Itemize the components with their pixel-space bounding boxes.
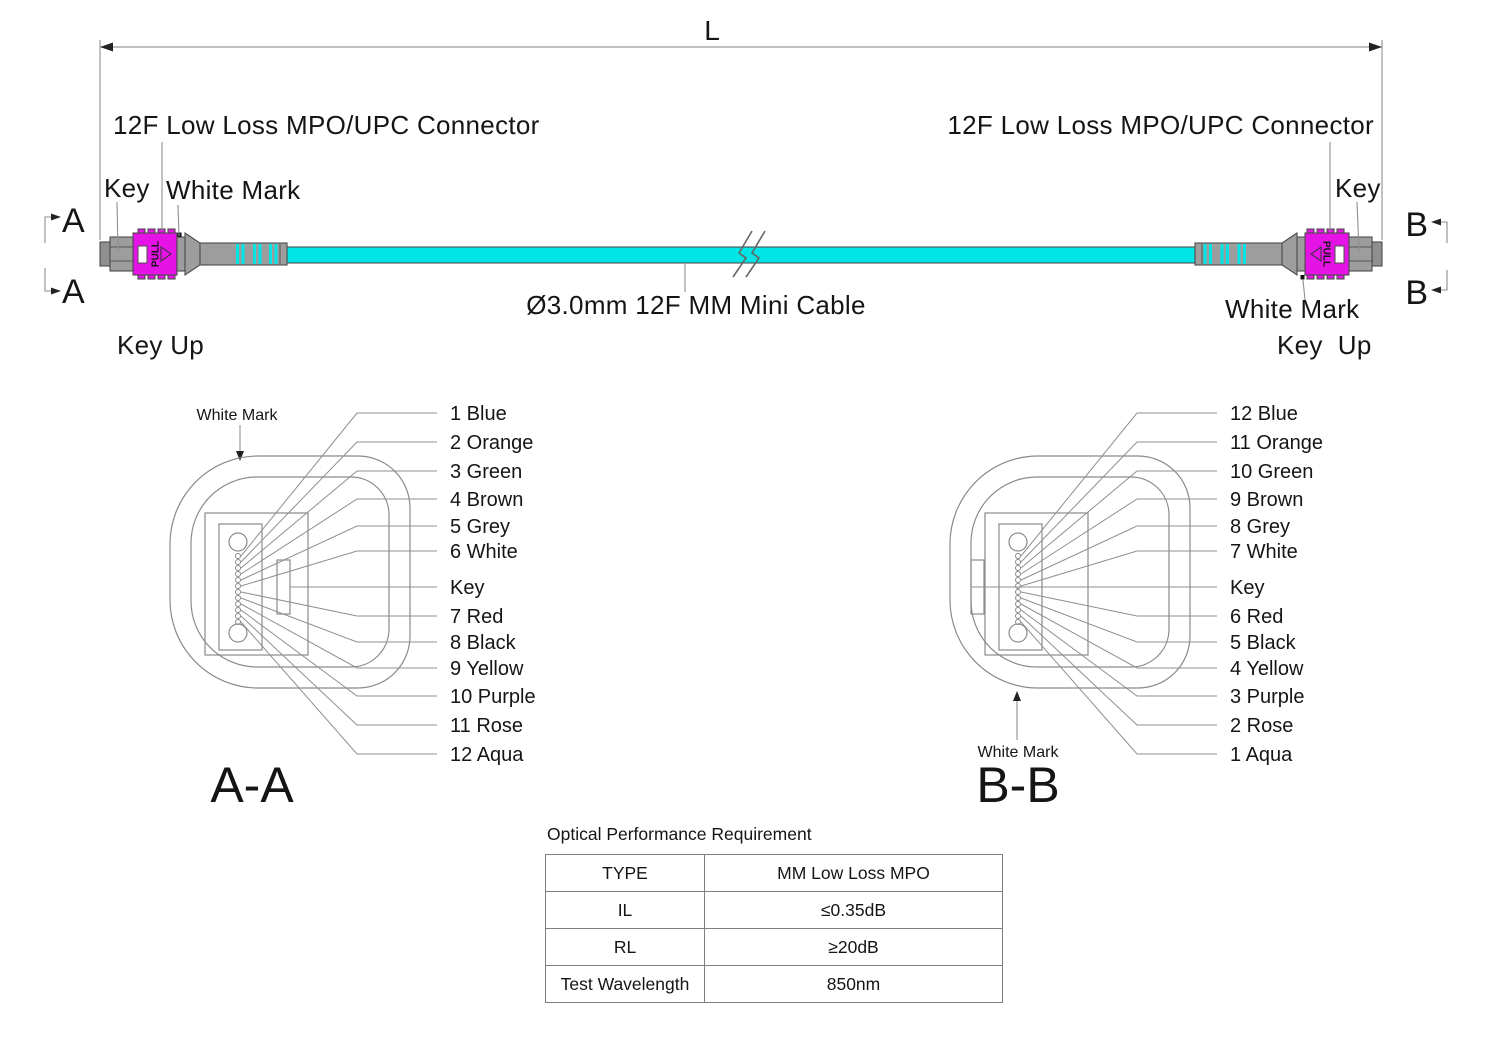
- fiber-holes: [1016, 554, 1021, 625]
- boot-flare: [185, 233, 200, 275]
- section-title-bb: B-B: [976, 757, 1060, 813]
- pull-label: PULL: [150, 240, 162, 268]
- connector-right-title: 12F Low Loss MPO/UPC Connector: [947, 110, 1374, 140]
- section-arrow-icon: [51, 288, 61, 295]
- param-cell: RL: [546, 929, 705, 966]
- fiber-label: 5 Grey: [450, 516, 511, 538]
- cable-label: Ø3.0mm 12F MM Mini Cable: [526, 290, 866, 320]
- white-mark-dot: [1301, 275, 1305, 280]
- fiber-labels: [450, 403, 536, 766]
- pull-label: PULL: [1320, 240, 1332, 268]
- housing-window: [138, 246, 147, 263]
- white-mark-arrow-icon: [236, 451, 244, 461]
- body-face: [985, 513, 1088, 655]
- param-cell: TYPE: [546, 855, 705, 892]
- fiber-label: 12 Aqua: [450, 744, 524, 766]
- fiber-label: 3 Purple: [1230, 686, 1305, 708]
- connector-body: [110, 237, 133, 271]
- key-up-label: Key Up: [117, 330, 205, 360]
- housing-window: [1335, 246, 1344, 263]
- section-arrow-icon: [51, 214, 61, 221]
- white-mark-leader-line: [178, 205, 179, 236]
- fiber-label: 9 Brown: [1230, 489, 1304, 511]
- table-row: [546, 966, 1003, 1003]
- white-mark-callout: White Mark: [977, 744, 1059, 761]
- fiber-label: 7 Red: [450, 606, 504, 628]
- section-view-bb: [950, 403, 1323, 813]
- key-label: Key: [1230, 577, 1265, 599]
- white-mark-callout: White Mark: [196, 407, 278, 424]
- cable: [283, 231, 1195, 320]
- guide-pin-hole: [1009, 624, 1027, 642]
- key-label: Key: [450, 577, 485, 599]
- connector-left-title: 12F Low Loss MPO/UPC Connector: [113, 110, 540, 140]
- fan-lines: [971, 413, 1217, 754]
- value-cell: ≤0.35dB: [705, 892, 1003, 929]
- inner-shell: [971, 477, 1169, 667]
- section-arrow-icon: [1431, 287, 1441, 294]
- section-bracket: [45, 217, 53, 243]
- section-arrow-icon: [1431, 219, 1441, 226]
- fiber-label: 2 Rose: [1230, 715, 1294, 737]
- table-row: [546, 929, 1003, 966]
- fiber-label: 4 Brown: [450, 489, 524, 511]
- value-cell: MM Low Loss MPO: [705, 855, 1003, 892]
- fiber-label: 6 White: [450, 541, 518, 563]
- section-letter-b-top: B: [1405, 206, 1428, 244]
- fiber-label: 1 Aqua: [1230, 744, 1293, 766]
- key-callout: Key: [1335, 173, 1381, 203]
- section-marker-a: [45, 202, 85, 311]
- boot-flare: [1282, 233, 1297, 275]
- fiber-label: 8 Black: [450, 632, 516, 654]
- fiber-label: 10 Purple: [450, 686, 536, 708]
- key-callout: Key: [104, 173, 150, 203]
- fiber-label: 7 White: [1230, 541, 1298, 563]
- optical-performance-table: [545, 854, 1003, 1003]
- section-letter-a-top: A: [62, 202, 85, 240]
- fiber-label: 8 Grey: [1230, 516, 1291, 538]
- ferrule: [1372, 242, 1382, 266]
- fiber-label: 11 Rose: [450, 715, 524, 737]
- fiber-label: 5 Black: [1230, 632, 1296, 654]
- white-mark-callout: White Mark: [1225, 294, 1360, 324]
- fiber-label: 10 Green: [1230, 461, 1314, 483]
- value-cell: 850nm: [705, 966, 1003, 1003]
- fiber-label: 11 Orange: [1230, 432, 1324, 454]
- table-row: [546, 855, 1003, 892]
- housing-collar: [177, 237, 185, 271]
- section-letter-a-bottom: A: [62, 273, 85, 311]
- connector-right: [1195, 229, 1382, 280]
- cable-jacket: [283, 247, 1195, 263]
- fan-lines: [241, 413, 437, 754]
- dimension-arrow-left-icon: [100, 43, 113, 52]
- body-face: [205, 513, 308, 655]
- table-title: Optical Performance Requirement: [547, 824, 812, 844]
- param-cell: Test Wavelength: [546, 966, 705, 1003]
- fiber-label: 2 Orange: [450, 432, 534, 454]
- fiber-labels: [1230, 403, 1323, 766]
- fiber-label: 3 Green: [450, 461, 523, 483]
- housing-collar: [1297, 237, 1305, 271]
- connector-left: [100, 229, 287, 279]
- optical-performance-section: [545, 824, 1005, 1003]
- fiber-label: 1 Blue: [450, 403, 507, 425]
- fiber-label: 6 Red: [1230, 606, 1284, 628]
- fiber-holes: [236, 554, 241, 625]
- length-label: L: [704, 15, 720, 46]
- connector-body: [1349, 237, 1372, 271]
- white-mark-callout: White Mark: [166, 175, 301, 205]
- section-marker-b: [1405, 206, 1447, 312]
- table-row: [546, 892, 1003, 929]
- section-letter-b-bottom: B: [1405, 274, 1428, 312]
- section-view-aa: [170, 403, 536, 813]
- fiber-label: 9 Yellow: [450, 658, 524, 680]
- guide-pin-hole: [1009, 533, 1027, 551]
- guide-pin-hole: [229, 533, 247, 551]
- fiber-label: 4 Yellow: [1230, 658, 1304, 680]
- key-up-label: Key Up: [1277, 330, 1372, 360]
- section-bracket: [45, 268, 53, 291]
- dimension-arrow-right-icon: [1369, 43, 1382, 52]
- key-notch: [277, 560, 290, 614]
- ferrule: [100, 242, 110, 266]
- section-title-aa: A-A: [210, 757, 294, 813]
- outer-shell: [950, 456, 1190, 688]
- value-cell: ≥20dB: [705, 929, 1003, 966]
- white-mark-arrow-icon: [1013, 691, 1021, 701]
- param-cell: IL: [546, 892, 705, 929]
- fiber-label: 12 Blue: [1230, 403, 1298, 425]
- guide-pin-hole: [229, 624, 247, 642]
